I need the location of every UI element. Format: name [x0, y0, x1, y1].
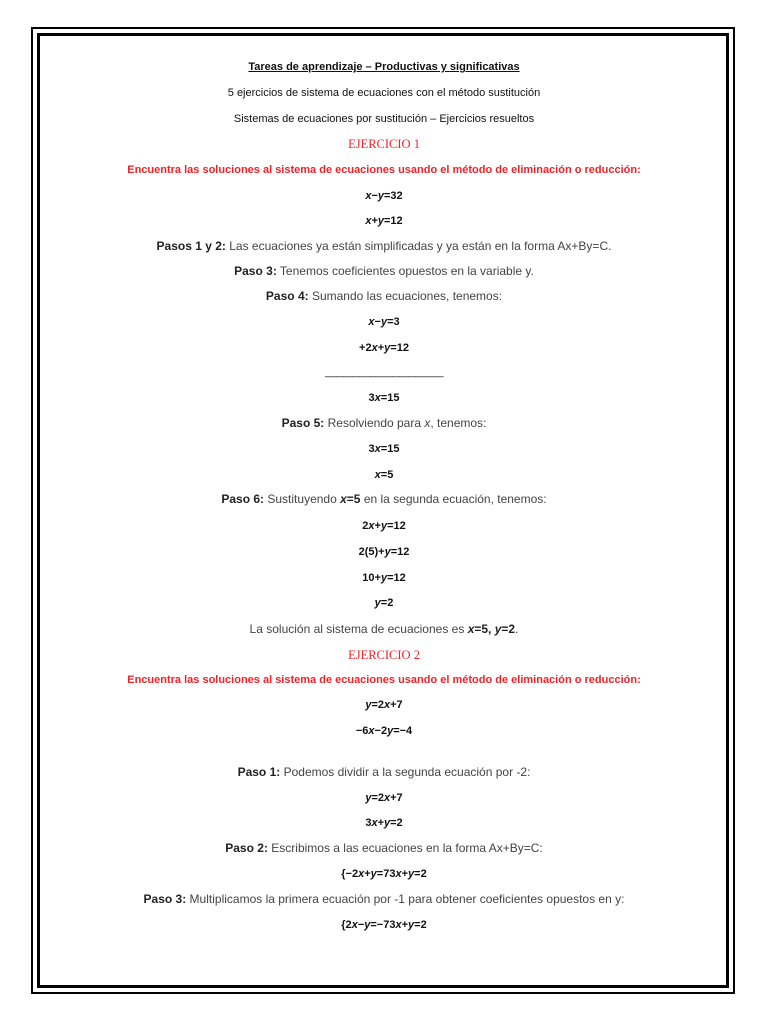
equation: x−y=32	[365, 190, 403, 202]
step-text: Paso 3: Tenemos coeficientes opuestos en la variable y.	[234, 264, 534, 278]
equation: {−2x+y=73x+y=2	[341, 868, 427, 880]
equation: y=2x+7	[365, 699, 403, 711]
equation: 2x+y=12	[362, 520, 406, 532]
step-text: Paso 3: Multiplicamos la primera ecuación por -1 para obtener coeficientes opuestos en y:	[143, 892, 625, 906]
equation: x=5	[374, 469, 394, 481]
exercise-2-instruction: Encuentra las soluciones al sistema de ecuaciones usando el método de eliminación o reducción:	[127, 674, 641, 686]
equation: x+y=12	[365, 215, 403, 227]
equation: x−y=3	[368, 316, 400, 328]
equation: 3x+y=2	[365, 817, 403, 829]
step-text: Paso 2: Escribimos a las ecuaciones en la forma Ax+By=C:	[225, 841, 543, 855]
exercise-2-heading: EJERCICIO 2	[348, 648, 420, 662]
exercise-1-instruction: Encuentra las soluciones al sistema de ecuaciones usando el método de eliminación o reducción:	[127, 164, 641, 176]
exercise-1-heading: EJERCICIO 1	[348, 137, 420, 151]
equation: −6x−2y=−4	[355, 725, 413, 737]
sum-separator-line: _____________________	[325, 366, 443, 378]
step-text: Paso 1: Podemos dividir a la segunda ecuación por -2:	[237, 765, 531, 779]
equation: {2x−y=−73x+y=2	[341, 919, 427, 931]
equation: +2x+y=12	[359, 342, 409, 354]
equation: y=2x+7	[365, 792, 403, 804]
step-text: Paso 6: Sustituyendo x=5 en la segunda ecuación, tenemos:	[221, 492, 547, 506]
document-title: Tareas de aprendizaje – Productivas y significativas	[248, 61, 520, 73]
equation: 3x=15	[368, 443, 400, 455]
equation: 2(5)+y=12	[358, 546, 410, 558]
equation: 10+y=12	[362, 572, 406, 584]
step-text: Paso 4: Sumando las ecuaciones, tenemos:	[265, 289, 503, 303]
step-text: Paso 5: Resolviendo para x, tenemos:	[281, 416, 487, 430]
document-subtitle: 5 ejercicios de sistema de ecuaciones con el método sustitución	[227, 87, 541, 99]
equation: y=2	[374, 597, 394, 609]
step-text: Pasos 1 y 2: Las ecuaciones ya están simplificadas y ya están en la forma Ax+By=C.	[156, 239, 612, 253]
document-subtitle-2: Sistemas de ecuaciones por sustitución – Ejercicios resueltos	[233, 113, 535, 125]
solution-text: La solución al sistema de ecuaciones es x=5, y=2.	[249, 622, 519, 636]
equation: 3x=15	[368, 392, 400, 404]
